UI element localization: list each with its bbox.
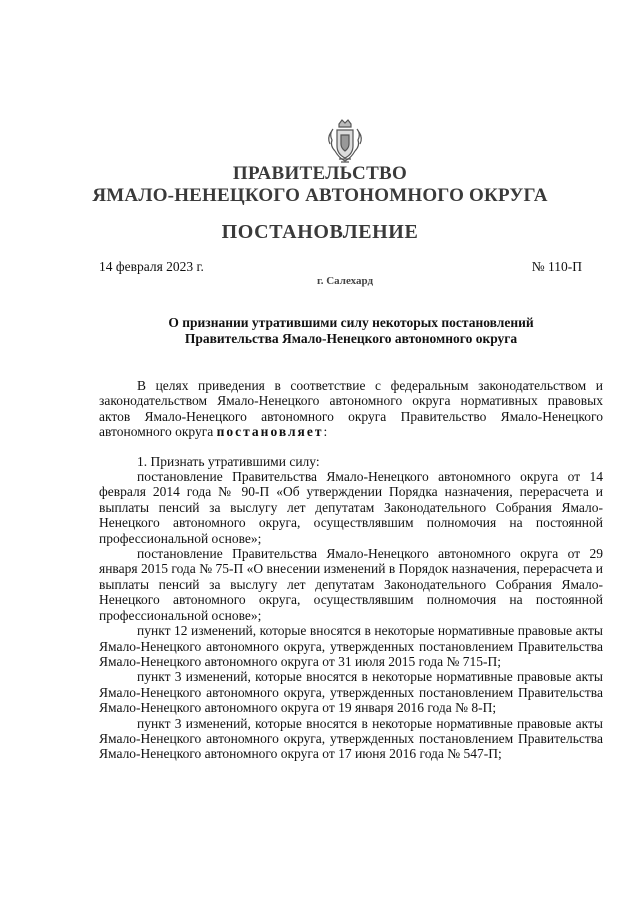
item-1: 1. Признать утратившими силу: <box>137 453 320 469</box>
list-item: пункт 12 изменений, которые вносятся в некоторые нормативные правовые акты Ямало-Ненецкого автономного округа, утвержденных постановлением Правительства Ямало-Ненецкого автономного округа от 31 июля 2015 года № 715-П; <box>99 623 603 669</box>
preamble-paragraph <box>99 378 603 440</box>
document-date: 14 февраля 2023 г. <box>99 259 204 274</box>
title-line-1: О признании утратившими силу некоторых постановлений <box>168 315 534 330</box>
list-item: пункт 3 изменений, которые вносятся в некоторые нормативные правовые акты Ямало-Ненецкого автономного округа, утвержденных постановлением Правительства Ямало-Ненецкого автономного округа от 19 января 2016 года № 8-П; <box>99 669 603 716</box>
region-title: ЯМАЛО-НЕНЕЦКОГО АВТОНОМНОГО ОКРУГА <box>92 185 548 206</box>
document-number: № 110-П <box>531 259 582 274</box>
government-title: ПРАВИТЕЛЬСТВО <box>232 163 408 184</box>
decrees-word: постановляет <box>216 424 324 440</box>
document-title <box>99 315 603 347</box>
coat-of-arms-icon <box>325 118 365 164</box>
title-line-2: Правительства Ямало-Ненецкого автономного округа <box>184 331 518 346</box>
list-item: постановление Правительства Ямало-Ненецкого автономного округа от 29 января 2015 года № 75-П «О внесении изменений в Порядок назначения, перерасчета и выплаты пенсий за выслугу лет депутатам Законодательного Собрания Ямало-Ненецкого автономного округа, осуществлявшим полномочия на постоянной профессиональной основе»; <box>99 546 603 623</box>
list-item: постановление Правительства Ямало-Ненецкого автономного округа от 14 февраля 2014 года № 90-П «Об утверждении Порядка назначения, перерасчета и выплаты пенсий за выслугу лет депутатам Законодательного Собрания Ямало-Ненецкого автономного округа, осуществлявшим полномочия на постоянной профессиональной основе»; <box>99 469 603 546</box>
document-city: г. Салехард <box>316 275 374 287</box>
document-body <box>99 378 603 762</box>
preamble-text: В целях приведения в соответствие с федеральным законодательством и законодательством Ямало-Ненецкого автономного округа нормативных правовых актов Ямало-Ненецкого автономного округа Правительство Ямало-Ненецкого автономного округа <box>99 378 603 440</box>
document-type: ПОСТАНОВЛЕНИЕ <box>221 221 419 243</box>
list-item: пункт 3 изменений, которые вносятся в некоторые нормативные правовые акты Ямало-Ненецкого автономного округа, утвержденных постановлением Правительства Ямало-Ненецкого автономного округа от 17 июня 2016 года № 547-П; <box>99 715 603 762</box>
preamble-colon: : <box>323 424 328 440</box>
